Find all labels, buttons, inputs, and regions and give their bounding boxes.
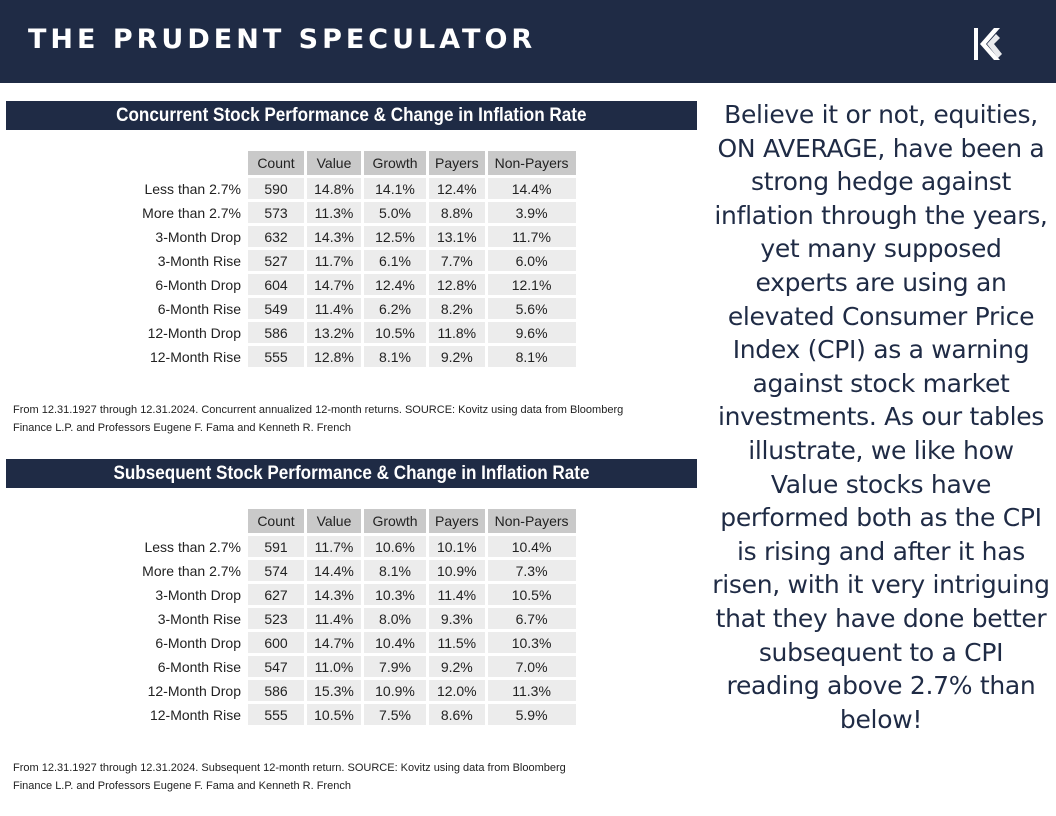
table-cell: 11.7% xyxy=(307,250,361,271)
table-cell: 14.7% xyxy=(307,274,361,295)
table-row xyxy=(133,632,576,653)
row-label: 6-Month Drop xyxy=(155,276,241,293)
table-row xyxy=(133,274,576,295)
table-cell: 11.3% xyxy=(488,680,576,701)
table-row xyxy=(133,680,576,701)
column-header: Non-Payers xyxy=(488,151,576,175)
row-label: Less than 2.7% xyxy=(144,180,241,197)
table-cell: 14.1% xyxy=(364,178,426,199)
table-cell: 13.1% xyxy=(429,226,485,247)
table-cell: 12.1% xyxy=(488,274,576,295)
table-cell: 8.1% xyxy=(364,346,426,367)
table-row xyxy=(133,536,576,557)
subsequent-table-title: Subsequent Stock Performance & Change in Inflation Rate xyxy=(6,459,697,488)
table-cell: 14.3% xyxy=(307,226,361,247)
table-cell: 14.4% xyxy=(307,560,361,581)
k-chevron-logo-icon xyxy=(972,26,1004,62)
table-cell: 9.3% xyxy=(429,608,485,629)
table-cell: 586 xyxy=(248,680,304,701)
table-cell: 555 xyxy=(248,704,304,725)
column-header: Value xyxy=(307,509,361,533)
row-label: 3-Month Drop xyxy=(155,228,241,245)
table-cell: 12.0% xyxy=(429,680,485,701)
table-cell: 11.5% xyxy=(429,632,485,653)
table-cell: 600 xyxy=(248,632,304,653)
table-cell: 3.9% xyxy=(488,202,576,223)
table-cell: 14.4% xyxy=(488,178,576,199)
table-cell: 7.7% xyxy=(429,250,485,271)
table-cell: 11.4% xyxy=(307,608,361,629)
row-label: 6-Month Drop xyxy=(155,634,241,651)
concurrent-performance-table xyxy=(130,148,579,370)
table-cell: 6.1% xyxy=(364,250,426,271)
table-cell: 573 xyxy=(248,202,304,223)
table-cell: 14.8% xyxy=(307,178,361,199)
row-label: More than 2.7% xyxy=(142,562,241,579)
table-cell: 10.5% xyxy=(364,322,426,343)
table-header-row xyxy=(133,151,576,175)
column-header: Count xyxy=(248,151,304,175)
table-cell: 9.2% xyxy=(429,346,485,367)
table-row xyxy=(133,226,576,247)
commentary-text: Believe it or not, equities, ON AVERAGE, have been a strong hedge against inflation through the years, yet many supposed experts are using an elevated Consumer Price Index (CPI) as a warning against stock market investments. As our tables illustrate, we like how Value stocks have performed both as the CPI is rising and after it has risen, with it very intriguing that they have done better subsequent to a CPI reading above 2.7% than below! xyxy=(712,100,1050,734)
table-row xyxy=(133,560,576,581)
table-cell: 14.7% xyxy=(307,632,361,653)
table-cell: 11.3% xyxy=(307,202,361,223)
subsequent-footnote: From 12.31.1927 through 12.31.2024. Subsequent 12-month return. SOURCE: Kovitz using data from Bloomberg Finance L.P. and Professors Eugene F. Fama and Kenneth R. French xyxy=(13,762,566,792)
column-header: Count xyxy=(248,509,304,533)
table-cell: 15.3% xyxy=(307,680,361,701)
header-bar xyxy=(0,0,1056,83)
row-label: 12-Month Rise xyxy=(149,348,241,365)
table-cell: 12.4% xyxy=(429,178,485,199)
table-cell: 10.4% xyxy=(488,536,576,557)
table-cell: 8.0% xyxy=(364,608,426,629)
table-cell: 5.0% xyxy=(364,202,426,223)
column-header: Payers xyxy=(429,151,485,175)
table-cell: 8.2% xyxy=(429,298,485,319)
table-cell: 11.8% xyxy=(429,322,485,343)
table-cell: 8.8% xyxy=(429,202,485,223)
table-cell: 586 xyxy=(248,322,304,343)
table-cell: 10.6% xyxy=(364,536,426,557)
row-label: 6-Month Rise xyxy=(157,658,241,675)
table-row xyxy=(133,346,576,367)
table-row xyxy=(133,250,576,271)
table-cell: 574 xyxy=(248,560,304,581)
table-cell: 7.9% xyxy=(364,656,426,677)
table-cell: 10.3% xyxy=(488,632,576,653)
table-cell: 555 xyxy=(248,346,304,367)
table-cell: 12.8% xyxy=(307,346,361,367)
table-cell: 10.5% xyxy=(307,704,361,725)
column-header: Non-Payers xyxy=(488,509,576,533)
subsequent-performance-table xyxy=(130,506,579,728)
table-cell: 6.0% xyxy=(488,250,576,271)
table-row xyxy=(133,608,576,629)
table-cell: 590 xyxy=(248,178,304,199)
row-label: 12-Month Drop xyxy=(147,324,241,341)
table-cell: 6.7% xyxy=(488,608,576,629)
column-header: Value xyxy=(307,151,361,175)
table-cell: 5.6% xyxy=(488,298,576,319)
table-cell: 11.0% xyxy=(307,656,361,677)
table-cell: 11.4% xyxy=(307,298,361,319)
concurrent-table-title: Concurrent Stock Performance & Change in Inflation Rate xyxy=(6,101,697,130)
table-cell: 8.6% xyxy=(429,704,485,725)
table-row xyxy=(133,202,576,223)
table-cell: 9.6% xyxy=(488,322,576,343)
table-cell: 591 xyxy=(248,536,304,557)
table-row xyxy=(133,656,576,677)
table-cell: 6.2% xyxy=(364,298,426,319)
table-row xyxy=(133,298,576,319)
row-label: 3-Month Drop xyxy=(155,586,241,603)
table-cell: 523 xyxy=(248,608,304,629)
row-label: 12-Month Rise xyxy=(149,706,241,723)
table-cell: 632 xyxy=(248,226,304,247)
table-cell: 7.0% xyxy=(488,656,576,677)
table-cell: 7.5% xyxy=(364,704,426,725)
row-label: 3-Month Rise xyxy=(157,252,241,269)
table-cell: 10.5% xyxy=(488,584,576,605)
table-cell: 13.2% xyxy=(307,322,361,343)
table-row xyxy=(133,322,576,343)
brand-title: THE PRUDENT SPECULATOR xyxy=(28,24,537,55)
table-cell: 11.4% xyxy=(429,584,485,605)
table-row xyxy=(133,704,576,725)
table-cell: 10.3% xyxy=(364,584,426,605)
table-row xyxy=(133,584,576,605)
table-cell: 7.3% xyxy=(488,560,576,581)
table-cell: 10.4% xyxy=(364,632,426,653)
table-cell: 12.5% xyxy=(364,226,426,247)
table-cell: 10.9% xyxy=(364,680,426,701)
table-cell: 9.2% xyxy=(429,656,485,677)
table-cell: 14.3% xyxy=(307,584,361,605)
table-cell: 8.1% xyxy=(488,346,576,367)
row-label: More than 2.7% xyxy=(142,204,241,221)
table-cell: 10.1% xyxy=(429,536,485,557)
column-header: Growth xyxy=(364,509,426,533)
table-cell: 5.9% xyxy=(488,704,576,725)
table-cell: 10.9% xyxy=(429,560,485,581)
table-cell: 627 xyxy=(248,584,304,605)
table-cell: 549 xyxy=(248,298,304,319)
row-label: 3-Month Rise xyxy=(157,610,241,627)
column-header: Payers xyxy=(429,509,485,533)
row-label: Less than 2.7% xyxy=(144,538,241,555)
table-cell: 12.4% xyxy=(364,274,426,295)
table-header-row xyxy=(133,509,576,533)
concurrent-footnote: From 12.31.1927 through 12.31.2024. Concurrent annualized 12-month returns. SOURCE: Kovitz using data from Bloomberg Finance L.P. and Professors Eugene F. Fama and Kenneth R. French xyxy=(13,404,624,434)
column-header: Growth xyxy=(364,151,426,175)
table-cell: 604 xyxy=(248,274,304,295)
table-row xyxy=(133,178,576,199)
table-cell: 527 xyxy=(248,250,304,271)
table-cell: 547 xyxy=(248,656,304,677)
table-cell: 11.7% xyxy=(488,226,576,247)
table-cell: 11.7% xyxy=(307,536,361,557)
table-cell: 8.1% xyxy=(364,560,426,581)
row-label: 6-Month Rise xyxy=(157,300,241,317)
row-label: 12-Month Drop xyxy=(147,682,241,699)
table-cell: 12.8% xyxy=(429,274,485,295)
